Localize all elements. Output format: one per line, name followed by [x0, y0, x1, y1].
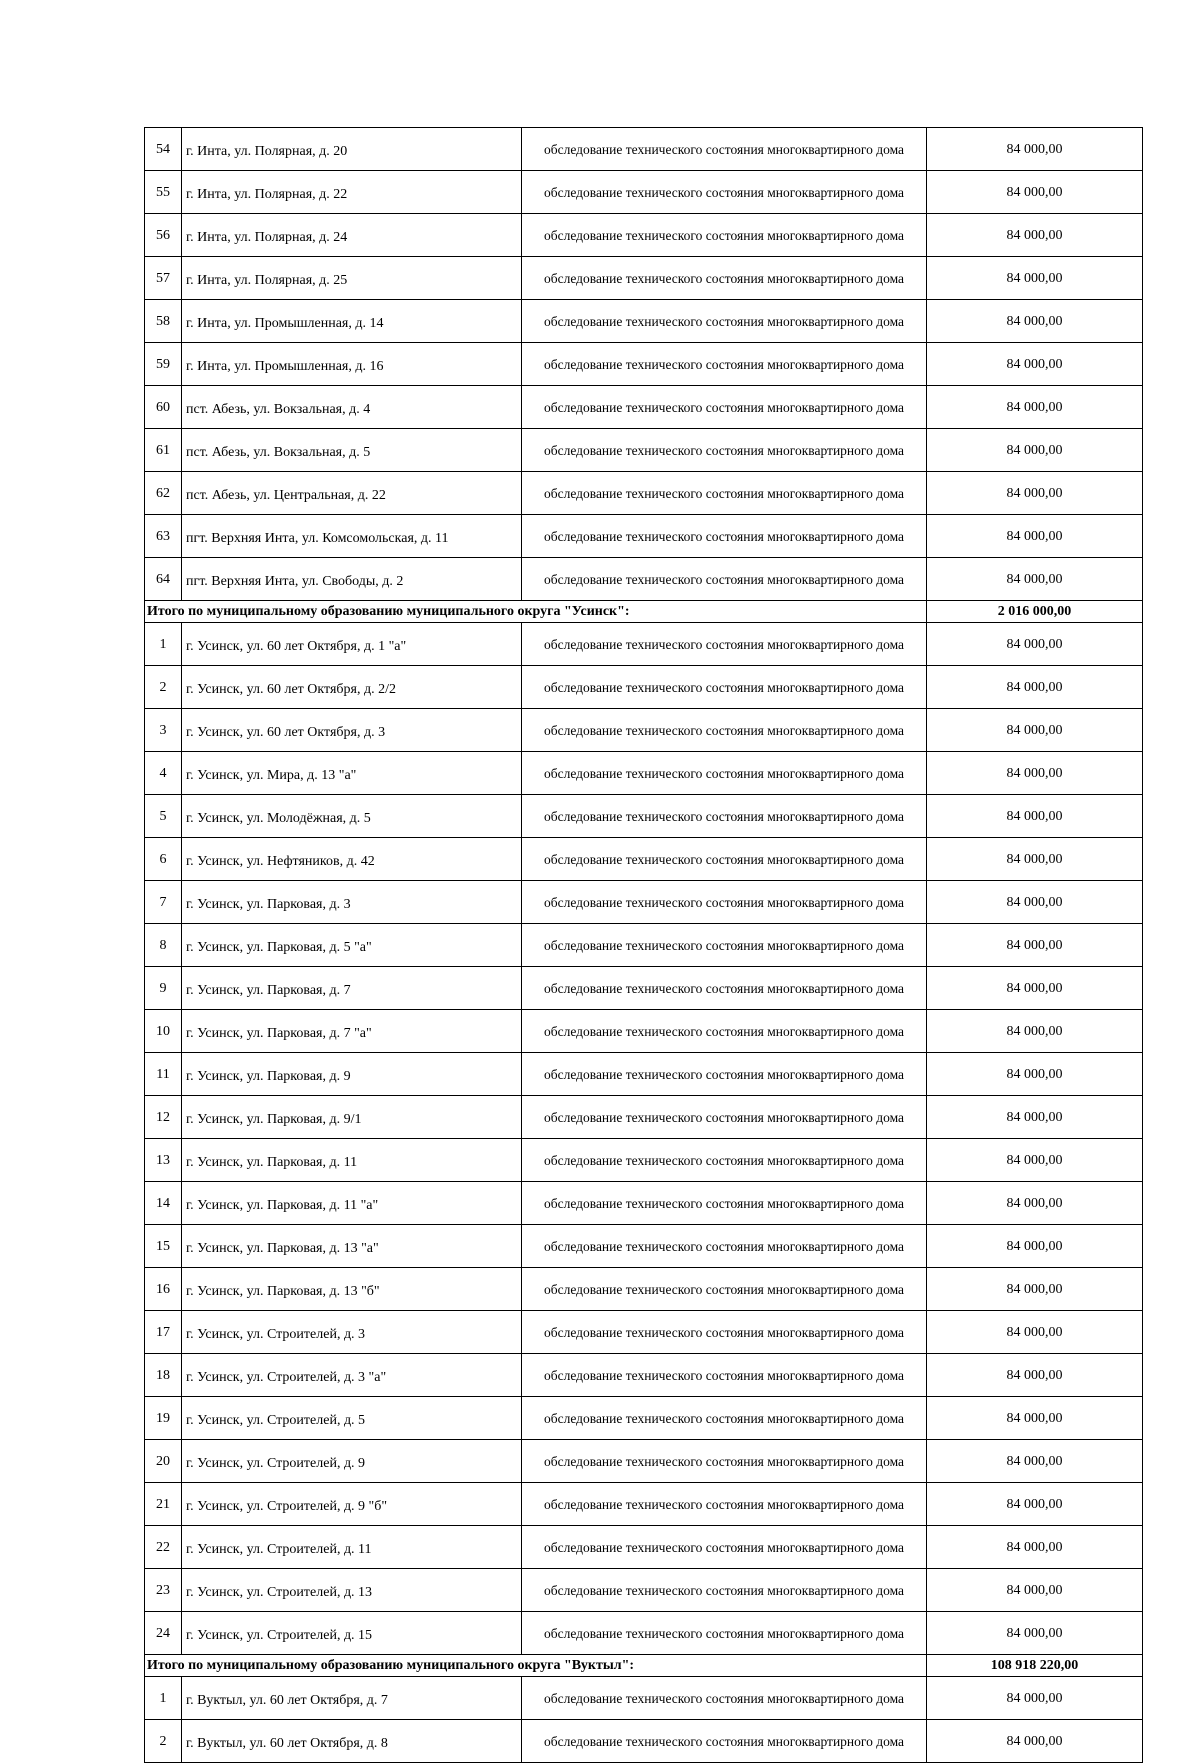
table-row: [145, 881, 1143, 924]
row-sum: 84 000,00: [927, 472, 1143, 515]
row-sum: 84 000,00: [927, 300, 1143, 343]
row-sum: 84 000,00: [927, 1677, 1143, 1720]
row-work-type: обследование технического состояния многоквартирного дома: [522, 1526, 927, 1569]
row-work-type: обследование технического состояния многоквартирного дома: [522, 386, 927, 429]
row-work-type: обследование технического состояния многоквартирного дома: [522, 1612, 927, 1655]
row-number: 16: [145, 1268, 182, 1311]
row-work-type: обследование технического состояния многоквартирного дома: [522, 128, 927, 171]
row-work-type: обследование технического состояния многоквартирного дома: [522, 838, 927, 881]
row-number: 22: [145, 1526, 182, 1569]
row-number: 10: [145, 1010, 182, 1053]
row-number: 2: [145, 666, 182, 709]
row-address: г. Вуктыл, ул. 60 лет Октября, д. 7: [182, 1677, 522, 1720]
row-sum: 84 000,00: [927, 171, 1143, 214]
row-number: 11: [145, 1053, 182, 1096]
row-address: г. Усинск, ул. Строителей, д. 13: [182, 1569, 522, 1612]
row-sum: 84 000,00: [927, 1010, 1143, 1053]
document-page: [144, 127, 1142, 1763]
row-address: г. Усинск, ул. Строителей, д. 3: [182, 1311, 522, 1354]
row-number: 57: [145, 257, 182, 300]
row-number: 62: [145, 472, 182, 515]
row-sum: 84 000,00: [927, 1096, 1143, 1139]
table-row: [145, 1677, 1143, 1720]
row-number: 12: [145, 1096, 182, 1139]
row-address: пст. Абезь, ул. Центральная, д. 22: [182, 472, 522, 515]
table-row: [145, 1526, 1143, 1569]
row-work-type: обследование технического состояния многоквартирного дома: [522, 472, 927, 515]
row-work-type: обследование технического состояния многоквартирного дома: [522, 1483, 927, 1526]
row-work-type: обследование технического состояния многоквартирного дома: [522, 1311, 927, 1354]
table-row: [145, 967, 1143, 1010]
row-work-type: обследование технического состояния многоквартирного дома: [522, 300, 927, 343]
row-address: г. Инта, ул. Полярная, д. 24: [182, 214, 522, 257]
row-address: г. Усинск, ул. Нефтяников, д. 42: [182, 838, 522, 881]
row-sum: 84 000,00: [927, 1225, 1143, 1268]
row-sum: 84 000,00: [927, 1139, 1143, 1182]
row-address: г. Инта, ул. Промышленная, д. 14: [182, 300, 522, 343]
total-row: [145, 1655, 1143, 1677]
table-row: [145, 1720, 1143, 1763]
row-sum: 84 000,00: [927, 1483, 1143, 1526]
row-number: 6: [145, 838, 182, 881]
row-sum: 84 000,00: [927, 1440, 1143, 1483]
row-number: 1: [145, 1677, 182, 1720]
row-number: 61: [145, 429, 182, 472]
row-address: г. Усинск, ул. Парковая, д. 13 "а": [182, 1225, 522, 1268]
row-sum: 84 000,00: [927, 128, 1143, 171]
row-address: г. Инта, ул. Промышленная, д. 16: [182, 343, 522, 386]
row-number: 23: [145, 1569, 182, 1612]
table-row: [145, 558, 1143, 601]
table-row: [145, 1268, 1143, 1311]
table-row: [145, 1354, 1143, 1397]
row-work-type: обследование технического состояния многоквартирного дома: [522, 515, 927, 558]
table-row: [145, 666, 1143, 709]
row-number: 17: [145, 1311, 182, 1354]
table-row: [145, 257, 1143, 300]
row-sum: 84 000,00: [927, 1569, 1143, 1612]
table-row: [145, 515, 1143, 558]
row-address: г. Усинск, ул. 60 лет Октября, д. 3: [182, 709, 522, 752]
row-number: 21: [145, 1483, 182, 1526]
row-work-type: обследование технического состояния многоквартирного дома: [522, 214, 927, 257]
total-label: Итого по муниципальному образованию муниципального округа "Усинск":: [145, 601, 927, 623]
table-row: [145, 343, 1143, 386]
row-address: пгт. Верхняя Инта, ул. Комсомольская, д. 11: [182, 515, 522, 558]
row-address: г. Усинск, ул. Парковая, д. 11 "а": [182, 1182, 522, 1225]
row-sum: 84 000,00: [927, 709, 1143, 752]
row-work-type: обследование технического состояния многоквартирного дома: [522, 1053, 927, 1096]
row-work-type: обследование технического состояния многоквартирного дома: [522, 1397, 927, 1440]
row-number: 19: [145, 1397, 182, 1440]
table-row: [145, 1612, 1143, 1655]
row-work-type: обследование технического состояния многоквартирного дома: [522, 752, 927, 795]
table-row: [145, 838, 1143, 881]
row-address: г. Усинск, ул. Строителей, д. 9: [182, 1440, 522, 1483]
table-row: [145, 472, 1143, 515]
total-label: Итого по муниципальному образованию муниципального округа "Вуктыл":: [145, 1655, 927, 1677]
works-table: [144, 127, 1143, 1763]
row-address: г. Усинск, ул. Парковая, д. 5 "а": [182, 924, 522, 967]
row-number: 3: [145, 709, 182, 752]
row-number: 64: [145, 558, 182, 601]
row-sum: 84 000,00: [927, 924, 1143, 967]
row-address: г. Инта, ул. Полярная, д. 22: [182, 171, 522, 214]
row-work-type: обследование технического состояния многоквартирного дома: [522, 1720, 927, 1763]
row-sum: 84 000,00: [927, 1354, 1143, 1397]
total-sum: 108 918 220,00: [927, 1655, 1143, 1677]
row-sum: 84 000,00: [927, 1720, 1143, 1763]
row-work-type: обследование технического состояния многоквартирного дома: [522, 1096, 927, 1139]
works-table-body: [145, 128, 1143, 1763]
total-sum: 2 016 000,00: [927, 601, 1143, 623]
row-sum: 84 000,00: [927, 343, 1143, 386]
table-row: [145, 795, 1143, 838]
row-sum: 84 000,00: [927, 386, 1143, 429]
row-address: г. Усинск, ул. Строителей, д. 5: [182, 1397, 522, 1440]
row-address: г. Инта, ул. Полярная, д. 25: [182, 257, 522, 300]
total-row: [145, 601, 1143, 623]
table-row: [145, 128, 1143, 171]
row-sum: 84 000,00: [927, 1612, 1143, 1655]
row-work-type: обследование технического состояния многоквартирного дома: [522, 343, 927, 386]
row-sum: 84 000,00: [927, 795, 1143, 838]
row-sum: 84 000,00: [927, 515, 1143, 558]
row-address: г. Вуктыл, ул. 60 лет Октября, д. 8: [182, 1720, 522, 1763]
row-address: г. Усинск, ул. Парковая, д. 9: [182, 1053, 522, 1096]
row-number: 1: [145, 623, 182, 666]
row-sum: 84 000,00: [927, 214, 1143, 257]
row-number: 7: [145, 881, 182, 924]
row-sum: 84 000,00: [927, 558, 1143, 601]
table-row: [145, 1225, 1143, 1268]
row-work-type: обследование технического состояния многоквартирного дома: [522, 666, 927, 709]
table-row: [145, 924, 1143, 967]
table-row: [145, 709, 1143, 752]
row-number: 59: [145, 343, 182, 386]
row-address: г. Инта, ул. Полярная, д. 20: [182, 128, 522, 171]
row-address: г. Усинск, ул. Строителей, д. 11: [182, 1526, 522, 1569]
row-work-type: обследование технического состояния многоквартирного дома: [522, 1268, 927, 1311]
row-number: 14: [145, 1182, 182, 1225]
row-work-type: обследование технического состояния многоквартирного дома: [522, 1569, 927, 1612]
row-number: 5: [145, 795, 182, 838]
row-address: г. Усинск, ул. Молодёжная, д. 5: [182, 795, 522, 838]
row-number: 8: [145, 924, 182, 967]
row-address: г. Усинск, ул. Строителей, д. 15: [182, 1612, 522, 1655]
table-row: [145, 386, 1143, 429]
row-sum: 84 000,00: [927, 967, 1143, 1010]
row-number: 54: [145, 128, 182, 171]
row-number: 55: [145, 171, 182, 214]
table-row: [145, 623, 1143, 666]
row-sum: 84 000,00: [927, 881, 1143, 924]
row-work-type: обследование технического состояния многоквартирного дома: [522, 623, 927, 666]
row-sum: 84 000,00: [927, 1053, 1143, 1096]
row-number: 63: [145, 515, 182, 558]
table-row: [145, 214, 1143, 257]
row-work-type: обследование технического состояния многоквартирного дома: [522, 257, 927, 300]
row-sum: 84 000,00: [927, 623, 1143, 666]
table-row: [145, 1397, 1143, 1440]
table-row: [145, 752, 1143, 795]
row-number: 15: [145, 1225, 182, 1268]
row-work-type: обследование технического состояния многоквартирного дома: [522, 1182, 927, 1225]
table-row: [145, 1053, 1143, 1096]
row-address: пст. Абезь, ул. Вокзальная, д. 5: [182, 429, 522, 472]
row-work-type: обследование технического состояния многоквартирного дома: [522, 1440, 927, 1483]
row-address: г. Усинск, ул. Парковая, д. 7: [182, 967, 522, 1010]
row-work-type: обследование технического состояния многоквартирного дома: [522, 1225, 927, 1268]
row-sum: 84 000,00: [927, 1268, 1143, 1311]
row-work-type: обследование технического состояния многоквартирного дома: [522, 924, 927, 967]
row-sum: 84 000,00: [927, 752, 1143, 795]
table-row: [145, 1010, 1143, 1053]
row-address: г. Усинск, ул. 60 лет Октября, д. 2/2: [182, 666, 522, 709]
row-work-type: обследование технического состояния многоквартирного дома: [522, 1354, 927, 1397]
table-row: [145, 1569, 1143, 1612]
row-address: г. Усинск, ул. Парковая, д. 13 "б": [182, 1268, 522, 1311]
row-address: г. Усинск, ул. Парковая, д. 9/1: [182, 1096, 522, 1139]
row-sum: 84 000,00: [927, 838, 1143, 881]
row-work-type: обследование технического состояния многоквартирного дома: [522, 1677, 927, 1720]
row-work-type: обследование технического состояния многоквартирного дома: [522, 709, 927, 752]
row-work-type: обследование технического состояния многоквартирного дома: [522, 967, 927, 1010]
row-number: 2: [145, 1720, 182, 1763]
row-work-type: обследование технического состояния многоквартирного дома: [522, 171, 927, 214]
row-sum: 84 000,00: [927, 429, 1143, 472]
table-row: [145, 429, 1143, 472]
row-address: г. Усинск, ул. Парковая, д. 11: [182, 1139, 522, 1182]
row-work-type: обследование технического состояния многоквартирного дома: [522, 1139, 927, 1182]
table-row: [145, 1139, 1143, 1182]
row-work-type: обследование технического состояния многоквартирного дома: [522, 1010, 927, 1053]
row-work-type: обследование технического состояния многоквартирного дома: [522, 881, 927, 924]
row-number: 13: [145, 1139, 182, 1182]
row-sum: 84 000,00: [927, 1397, 1143, 1440]
row-work-type: обследование технического состояния многоквартирного дома: [522, 429, 927, 472]
row-address: г. Усинск, ул. Мира, д. 13 "а": [182, 752, 522, 795]
row-sum: 84 000,00: [927, 1311, 1143, 1354]
row-address: пст. Абезь, ул. Вокзальная, д. 4: [182, 386, 522, 429]
row-sum: 84 000,00: [927, 1526, 1143, 1569]
table-row: [145, 171, 1143, 214]
table-row: [145, 1096, 1143, 1139]
row-number: 9: [145, 967, 182, 1010]
row-number: 60: [145, 386, 182, 429]
row-work-type: обследование технического состояния многоквартирного дома: [522, 795, 927, 838]
table-row: [145, 1182, 1143, 1225]
row-number: 58: [145, 300, 182, 343]
row-address: г. Усинск, ул. Парковая, д. 3: [182, 881, 522, 924]
table-row: [145, 1440, 1143, 1483]
row-address: г. Усинск, ул. Парковая, д. 7 "а": [182, 1010, 522, 1053]
row-sum: 84 000,00: [927, 666, 1143, 709]
row-number: 24: [145, 1612, 182, 1655]
row-sum: 84 000,00: [927, 257, 1143, 300]
row-address: пгт. Верхняя Инта, ул. Свободы, д. 2: [182, 558, 522, 601]
row-number: 4: [145, 752, 182, 795]
row-work-type: обследование технического состояния многоквартирного дома: [522, 558, 927, 601]
row-address: г. Усинск, ул. Строителей, д. 3 "а": [182, 1354, 522, 1397]
row-address: г. Усинск, ул. Строителей, д. 9 "б": [182, 1483, 522, 1526]
table-row: [145, 1483, 1143, 1526]
row-sum: 84 000,00: [927, 1182, 1143, 1225]
row-number: 56: [145, 214, 182, 257]
row-number: 18: [145, 1354, 182, 1397]
row-number: 20: [145, 1440, 182, 1483]
row-address: г. Усинск, ул. 60 лет Октября, д. 1 "а": [182, 623, 522, 666]
table-row: [145, 300, 1143, 343]
table-row: [145, 1311, 1143, 1354]
